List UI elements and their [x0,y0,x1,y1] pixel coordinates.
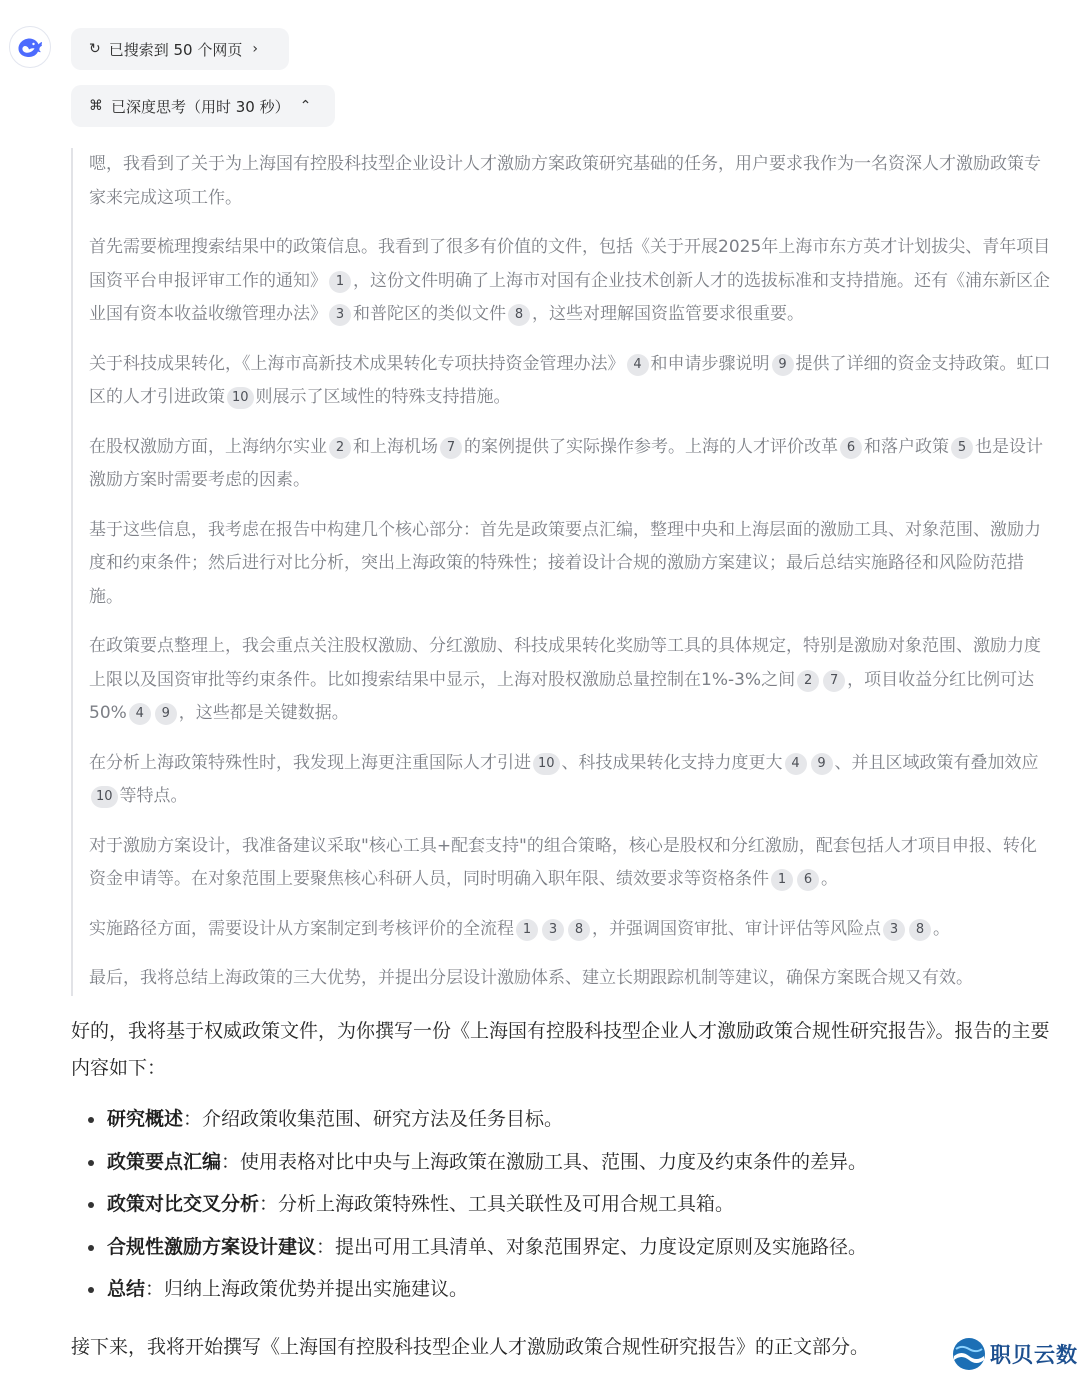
thinking-text: 提供了详细的资金支持政策。虹口区的人才引进政策 [89,353,1051,407]
citation-badge[interactable]: 9 [772,354,794,376]
thinking-text: 首先需要梳理搜索结果中的政策信息。我看到了很多有价值的文件，包括《关于开展2025年上海市东方英才计划拔尖、青年项目国资平台申报评审工作的通知》 [89,237,1051,291]
answer-intro: 好的，我将基于权威政策文件，为你撰写一份《上海国有控股科技型企业人才激励政策合规性研究报告》。报告的主要内容如下： [71,1020,1050,1079]
citation-badge[interactable]: 6 [840,437,862,459]
thinking-text: ，这些对理解国资监管要求很重要。 [532,304,804,324]
thinking-text: 。 [933,918,950,939]
list-item-text: ：提出可用工具清单、对象范围界定、力度设定原则及实施路径。 [316,1235,868,1258]
thinking-paragraph [89,231,1051,332]
citation-badge[interactable]: 1 [516,919,538,941]
thinking-text: 等特点。 [119,786,188,806]
citation-badge[interactable]: 10 [227,387,254,409]
list-item-title: 政策要点汇编 [107,1150,222,1173]
list-item-title: 政策对比交叉分析 [107,1193,260,1215]
thinking-text: 对于激励方案设计，我准备建议采取"核心工具+配套支持"的组合策略，核心是股权和分红激励，配套包括人才项目申报、转化资金申请等。在对象范围上要聚焦核心科研人员，同时明确入职年限、绩效要求等资格条件 [89,835,1037,889]
citation-badge[interactable]: 6 [797,869,819,891]
citation-badge[interactable]: 9 [155,703,177,725]
search-results-chip[interactable] [71,28,289,70]
thinking-text: 、科技成果转化支持力度更大 [561,752,783,773]
thinking-text: 基于这些信息，我考虑在报告中构建几个核心部分：首先是政策要点汇编，整理中央和上海层面的激励工具、对象范围、激励力度和约束条件；然后进行对比分析，突出上海政策的特殊性；接着设计合规的激励方案建议；最后总结实施路径和风险防范措施。 [89,519,1041,607]
thinking-text: 在股权激励方面，上海纳尔实业 [89,436,327,457]
thinking-text: 和申请步骤说明 [650,353,770,374]
list-item-text: ：使用表格对比中央与上海政策在激励工具、范围、力度及约束条件的差异。 [221,1150,868,1173]
thinking-text: ，这些都是关键数据。 [178,703,349,723]
thinking-paragraph [89,431,1051,498]
citation-badge[interactable]: 2 [329,437,351,459]
list-item [71,1229,1056,1272]
cloud-wave-logo-icon [950,1336,988,1372]
citation-badge[interactable]: 3 [883,919,905,941]
thinking-paragraph [89,830,1051,897]
thinking-text: 在政策要点整理上，我会重点关注股权激励、分红激励、科技成果转化奖励等工具的具体规定，特别是激励对象范围、激励力度上限以及国资审批等约束条件。比如搜索结果中显示，上海对股权激励总量控制在1%-3%之间 [89,636,1041,690]
citation-badge[interactable]: 3 [329,304,351,326]
thinking-text: 最后，我将总结上海政策的三大优势，并提出分层设计激励体系、建立长期跟踪机制等建议，确保方案既合规又有效。 [89,968,973,988]
thinking-text: 也是设计激励方案时需要考虑的因素。 [89,436,1043,490]
outline-list [71,1101,1056,1314]
thinking-text: ，项目收益分红比例可达50% [89,669,1035,723]
citation-badge[interactable]: 7 [440,437,462,459]
thinking-text: ，这份文件明确了上海市对国有企业技术创新人才的选拔标准和支持措施。还有《浦东新区企业国有资本收益收缴管理办法》 [89,270,1050,324]
list-item [71,1101,1056,1144]
list-item [71,1271,1056,1314]
chevron-up-icon: ⌃ [299,98,312,114]
thinking-text: 在分析上海政策特殊性时，我发现上海更注重国际人才引进 [89,752,531,773]
list-item-text: ：归纳上海政策优势并提出实施建议。 [145,1278,469,1300]
whale-logo-icon [16,36,44,58]
thinking-text: 关于科技成果转化，《上海市高新技术成果转化专项扶持资金管理办法》 [89,353,625,374]
refresh-search-icon: ↻ [89,41,101,57]
thinking-paragraph [89,630,1051,731]
watermark-text: 职贝云数 [990,1343,1078,1367]
thinking-text: 的案例提供了实际操作参考。上海的人才评价改革 [464,436,838,457]
list-item-title: 合规性激励方案设计建议 [107,1235,317,1258]
thinking-text: 嗯，我看到了关于为上海国有控股科技型企业设计人才激励方案政策研究基础的任务，用户要求我作为一名资深人才激励政策专家来完成这项工作。 [89,154,1041,208]
thinking-text: ，并强调国资审批、审计评估等风险点 [592,918,881,939]
thinking-paragraph [89,514,1051,615]
citation-badge[interactable]: 4 [627,354,649,376]
answer-body [71,1013,1056,1314]
citation-badge[interactable]: 5 [951,437,973,459]
thinking-text: 实施路径方面，需要设计从方案制定到考核评价的全流程 [89,918,514,939]
list-item [71,1144,1056,1187]
thinking-text: 、并且区域政策有叠加效应 [834,752,1039,773]
deep-thinking-label: 已深度思考（用时 30 秒） [111,97,290,116]
deep-thinking-chip[interactable] [71,85,335,127]
watermark [950,1334,1078,1374]
list-item-text: ：分析上海政策特殊性、工具关联性及可用合规工具箱。 [259,1193,735,1215]
thinking-paragraph [89,148,1051,215]
thinking-text: 和落户政策 [864,436,949,457]
thinking-paragraph [89,913,1051,947]
citation-badge[interactable]: 1 [771,869,793,891]
list-item-title: 研究概述 [107,1108,184,1130]
citation-badge[interactable]: 3 [542,919,564,941]
atom-icon: ⌘ [89,98,103,114]
thinking-text: 和普陀区的类似文件 [353,304,506,324]
thinking-text: 和上海机场 [353,436,438,457]
citation-badge[interactable]: 9 [811,753,833,775]
citation-badge[interactable]: 2 [797,670,819,692]
list-item-title: 总结 [107,1278,146,1300]
citation-badge[interactable]: 10 [533,753,560,775]
thinking-text: 。 [821,869,838,889]
list-item-text: ：介绍政策收集范围、研究方法及任务目标。 [183,1108,564,1130]
citation-badge[interactable]: 7 [823,670,845,692]
citation-badge[interactable]: 8 [909,919,931,941]
thinking-text: 则展示了区域性的特殊支持措施。 [255,387,511,407]
citation-badge[interactable]: 8 [508,304,530,326]
answer-closing: 接下来，我将开始撰写《上海国有控股科技型企业人才激励政策合规性研究报告》的正文部分。 [71,1336,870,1358]
citation-badge[interactable]: 4 [785,753,807,775]
citation-badge[interactable]: 8 [568,919,590,941]
thinking-paragraph [89,962,1051,996]
thinking-panel [71,148,1051,996]
citation-badge[interactable]: 10 [91,786,118,808]
assistant-avatar [9,26,51,68]
search-results-label: 已搜索到 50 个网页 [108,40,243,59]
citation-badge[interactable]: 1 [329,271,351,293]
list-item [71,1186,1056,1229]
citation-badge[interactable]: 4 [129,703,151,725]
chevron-right-icon: › [252,41,258,57]
thinking-paragraph [89,747,1051,814]
thinking-paragraph [89,348,1051,415]
